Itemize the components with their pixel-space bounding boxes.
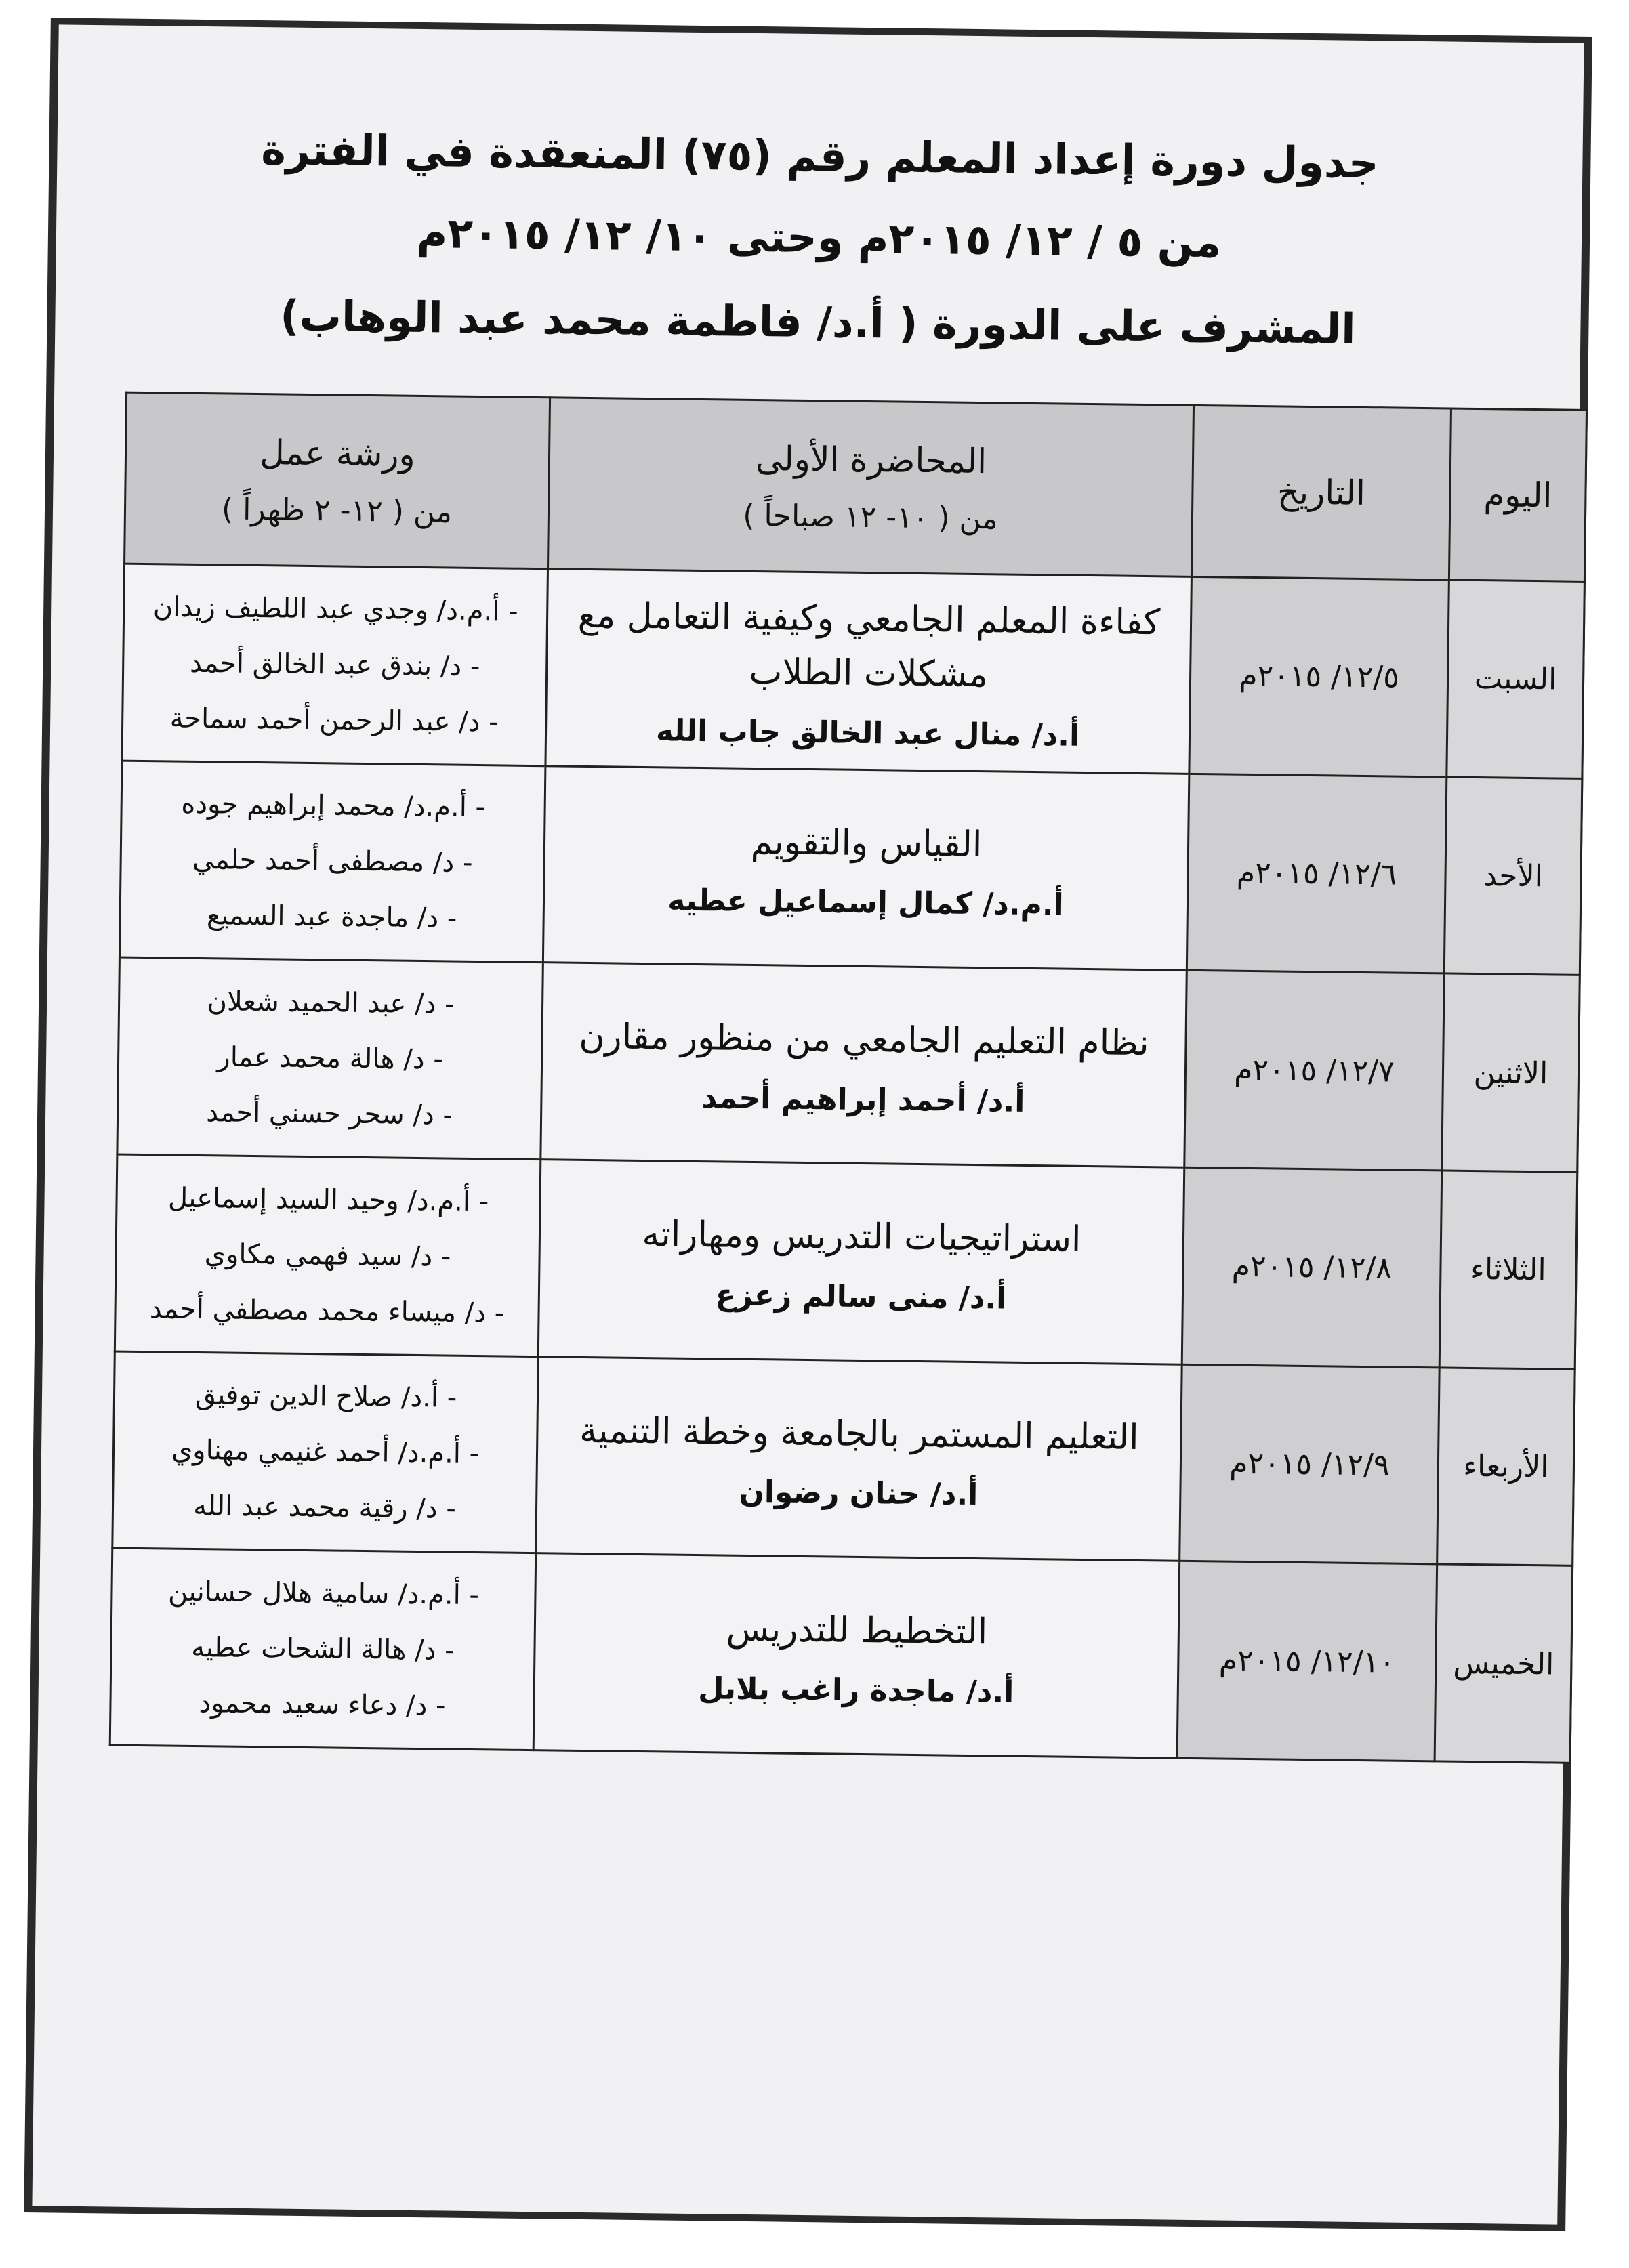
workshop-presenter: - د/ ميساء محمد مصطفي أحمد	[149, 1293, 505, 1329]
lecture-cell	[538, 1160, 1184, 1364]
workshop-cell	[112, 1351, 539, 1553]
date-cell: ١٢/٥/ ٢٠١٥م	[1189, 576, 1449, 776]
lecture-title: التعليم المستمر بالجامعة وخطة التنمية	[579, 1410, 1139, 1458]
lecture-title: استراتيجيات التدريس ومهاراته	[642, 1214, 1081, 1260]
lecturer-name: أ.د/ أحمد إبراهيم أحمد	[701, 1080, 1025, 1119]
workshop-presenter: - د/ ماجدة عبد السميع	[206, 900, 457, 935]
workshop-presenter: - د/ بندق عبد الخالق أحمد	[189, 647, 480, 682]
header-lecture-label: المحاضرة الأولى	[755, 438, 987, 481]
workshop-presenter: - د/ هالة محمد عمار	[217, 1041, 444, 1076]
workshop-cell	[117, 957, 543, 1159]
day-cell: الاثنين	[1442, 973, 1580, 1172]
lecture-title: نظام التعليم الجامعي من منظور مقارن	[579, 1016, 1150, 1064]
workshop-cell	[115, 1154, 541, 1356]
workshop-presenter: - د/ سحر حسني أحمد	[205, 1097, 453, 1131]
header-workshop	[125, 392, 550, 569]
day-cell: الأربعاء	[1437, 1368, 1575, 1566]
day-cell: الخميس	[1435, 1564, 1573, 1763]
day-cell: الأحد	[1444, 777, 1582, 975]
lecturer-name: أ.د/ منى سالم زعزع	[715, 1277, 1007, 1316]
lecture-cell	[536, 1356, 1182, 1561]
workshop-presenter: - أ.م.د/ وجدي عبد اللطيف زيدان	[152, 591, 518, 627]
date-cell: ١٢/٩/ ٢٠١٥م	[1180, 1364, 1440, 1564]
workshop-presenter: - د/ رقية محمد عبد الله	[192, 1490, 457, 1526]
workshop-presenter: - د/ هالة الشحات عطيه	[191, 1632, 455, 1666]
workshop-presenter: - أ.م.د/ أحمد غنيمي مهناوي	[171, 1435, 480, 1470]
schedule-table	[109, 392, 1588, 1764]
workshop-cell	[122, 564, 548, 765]
header-workshop-time: من ( ١٢- ٢ ظهراً )	[221, 491, 453, 530]
lecture-cell	[533, 1553, 1179, 1758]
header-day: اليوم	[1449, 408, 1586, 581]
lecturer-name: أ.م.د/ كمال إسماعيل عطيه	[667, 883, 1064, 923]
document-page	[24, 18, 1592, 2231]
workshop-presenter: - د/ مصطفى أحمد حلمي	[192, 844, 473, 879]
workshop-cell	[110, 1548, 536, 1750]
date-cell: ١٢/١٠/ ٢٠١٥م	[1177, 1561, 1437, 1761]
workshop-presenter: - د/ دعاء سعيد محمود	[199, 1687, 446, 1722]
day-cell: السبت	[1447, 580, 1585, 778]
lecturer-name: أ.د/ حنان رضوان	[739, 1475, 978, 1513]
header-lecture	[548, 398, 1193, 577]
header-date: التاريخ	[1191, 405, 1451, 580]
table-row	[119, 761, 1582, 975]
header-lecture-time: من ( ١٠- ١٢ صباحاً )	[742, 498, 998, 536]
lecture-title: كفاءة المعلم الجامعي وكيفية التعامل مع مشكلات الطلاب	[577, 595, 1161, 696]
course-supervisor: المشرف على الدورة ( أ.د/ فاطمة محمد عبد الوهاب)	[279, 291, 1356, 354]
workshop-cell	[119, 761, 545, 963]
lecture-cell	[545, 569, 1191, 774]
workshop-presenter: - د/ عبد الحميد شعلان	[207, 986, 455, 1020]
table-row	[115, 1154, 1577, 1369]
table-row	[112, 1351, 1575, 1566]
header-workshop-label: ورشة عمل	[259, 432, 416, 474]
lecture-cell	[541, 963, 1187, 1167]
document-title: جدول دورة إعداد المعلم رقم (٧٥) المنعقدة في الفترة	[260, 125, 1380, 188]
table-row	[110, 1548, 1572, 1763]
workshop-presenter: - أ.م.د/ وحيد السيد إسماعيل	[167, 1182, 489, 1218]
lecturer-name: أ.د/ منال عبد الخالق جاب الله	[655, 713, 1080, 753]
date-cell: ١٢/٨/ ٢٠١٥م	[1182, 1167, 1442, 1367]
lecture-cell	[543, 765, 1189, 970]
workshop-presenter: - أ.د/ صلاح الدين توفيق	[194, 1379, 457, 1414]
workshop-presenter: - أ.م.د/ محمد إبراهيم جوده	[181, 789, 486, 824]
workshop-presenter: - د/ عبد الرحمن أحمد سماحة	[169, 702, 499, 738]
table-row	[122, 564, 1584, 778]
lecture-title: التخطيط للتدريس	[726, 1608, 988, 1653]
day-cell: الثلاثاء	[1439, 1171, 1578, 1369]
table-row	[117, 957, 1580, 1172]
date-cell: ١٢/٦/ ٢٠١٥م	[1187, 774, 1447, 973]
date-cell: ١٢/٧/ ٢٠١٥م	[1184, 971, 1445, 1171]
lecture-title: القياس والتقويم	[750, 821, 983, 865]
workshop-presenter: - أ.م.د/ سامية هلال حسانين	[167, 1576, 480, 1612]
lecturer-name: أ.د/ ماجدة راغب بلابل	[697, 1671, 1014, 1710]
header-row	[125, 392, 1587, 581]
workshop-presenter: - د/ سيد فهمي مكاوي	[204, 1238, 451, 1273]
date-range: من ٥ / ١٢/ ٢٠١٥م وحتى ١٠/ ١٢/ ٢٠١٥م	[416, 207, 1222, 268]
